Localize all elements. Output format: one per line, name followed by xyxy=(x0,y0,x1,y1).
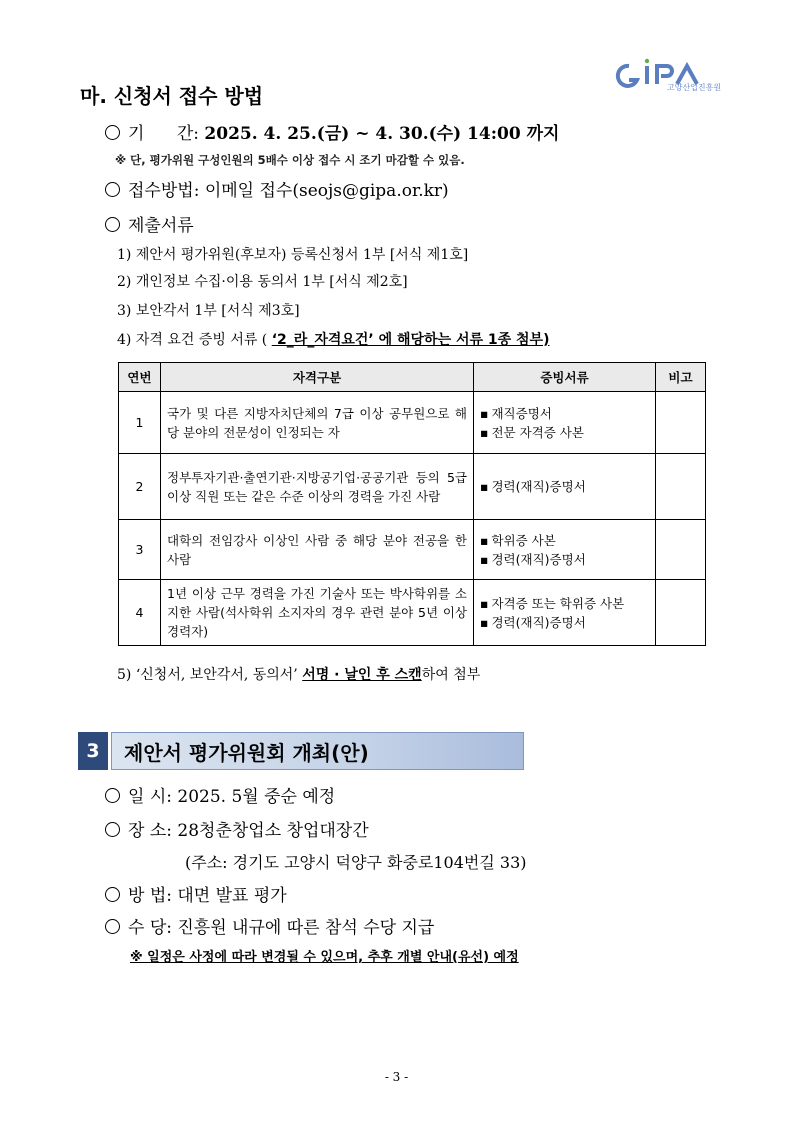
table-row xyxy=(119,392,706,454)
method-line xyxy=(105,176,449,201)
doc-bullet: ▪ 경력(재직)증명서 xyxy=(480,477,649,496)
section3-number: 3 xyxy=(78,732,108,770)
section-title: 마. 신청서 접수 방법 xyxy=(80,84,264,108)
period-line xyxy=(105,119,559,144)
row-qualification: 국가 및 다른 지방자치단체의 7급 이상 공무원으로 해당 분야의 전문성이 인정되는 자 xyxy=(161,392,474,454)
doc-item-5-suffix: 하여 첨부 xyxy=(421,667,481,683)
schedule-time xyxy=(105,782,335,807)
row-note xyxy=(656,392,706,454)
row-documents xyxy=(474,520,656,580)
doc-item-4-bold: ‘2_라_자격요건’ 에 해당하는 서류 1종 첨부) xyxy=(271,332,550,348)
doc-bullet: ▪ 경력(재직)증명서 xyxy=(480,613,649,632)
schedule-pay xyxy=(105,913,434,938)
doc-bullet: ▪ 재직증명서 xyxy=(480,404,649,423)
schedule-time-text: 일 시: 2025. 5월 중순 예정 xyxy=(128,787,336,807)
section3-banner xyxy=(78,732,524,770)
doc-item-5-prefix: 5) ‘신청서, 보안각서, 동의서’ xyxy=(117,667,298,683)
doc-bullet: ▪ 학위증 사본 xyxy=(480,531,649,550)
circle-bullet-icon xyxy=(105,217,120,232)
doc-bullet: ▪ 경력(재직)증명서 xyxy=(480,550,649,569)
doc-item-1: 1) 제안서 평가위원(후보자) 등록신청서 1부 [서식 제1호] xyxy=(117,247,469,263)
circle-bullet-icon xyxy=(105,182,120,197)
header-no: 연번 xyxy=(119,363,161,392)
row-documents xyxy=(474,454,656,520)
circle-bullet-icon xyxy=(105,125,120,140)
doc-item-5 xyxy=(117,664,480,684)
doc-item-2: 2) 개인정보 수집·이용 동의서 1부 [서식 제2호] xyxy=(117,274,408,290)
table-header-row xyxy=(119,363,706,392)
section3-title: 제안서 평가위원회 개최(안) xyxy=(124,741,369,765)
row-no: 1 xyxy=(119,392,161,454)
circle-bullet-icon xyxy=(105,887,120,902)
gipa-logo xyxy=(615,58,730,98)
header-documents: 증빙서류 xyxy=(474,363,656,392)
schedule-address: (주소: 경기도 고양시 덕양구 화중로104번길 33) xyxy=(185,853,527,872)
schedule-pay-text: 수 당: 진흥원 내규에 따른 참석 수당 지급 xyxy=(128,918,435,938)
circle-bullet-icon xyxy=(105,822,120,837)
period-value: 2025. 4. 25.(금) ~ 4. 30.(수) 14:00 까지 xyxy=(204,124,560,144)
period-label: 기 간: xyxy=(128,124,199,144)
docs-label: 제출서류 xyxy=(128,216,194,236)
schedule-place xyxy=(105,816,369,841)
circle-bullet-icon xyxy=(105,919,120,934)
schedule-method-text: 방 법: 대면 발표 평가 xyxy=(128,886,287,906)
header-note: 비고 xyxy=(656,363,706,392)
period-note: ※ 단, 평가위원 구성인원의 5배수 이상 접수 시 조기 마감할 수 있음. xyxy=(115,153,465,167)
docs-line xyxy=(105,211,194,236)
logo-subtitle: 고양산업진흥원 xyxy=(667,83,722,92)
table-row xyxy=(119,520,706,580)
schedule-method xyxy=(105,881,287,906)
doc-item-4 xyxy=(117,329,549,349)
row-note xyxy=(656,580,706,646)
requirements-table xyxy=(118,362,706,646)
row-qualification: 1년 이상 근무 경력을 가진 기술사 또는 박사학위를 소지한 사람(석사학위 소지자의 경우 관련 분야 5년 이상 경력자) xyxy=(161,580,474,646)
schedule-note: ※ 일정은 사정에 따라 변경될 수 있으며, 추후 개별 안내(유선) 예정 xyxy=(130,950,519,965)
doc-item-5-bold: 서명 · 날인 후 스캔 xyxy=(302,667,422,683)
row-qualification: 대학의 전임강사 이상인 사람 중 해당 분야 전공을 한 사람 xyxy=(161,520,474,580)
schedule-place-text: 장 소: 28청춘창업소 창업대장간 xyxy=(128,821,369,841)
row-no: 2 xyxy=(119,454,161,520)
row-note xyxy=(656,454,706,520)
table-row xyxy=(119,580,706,646)
circle-bullet-icon xyxy=(105,788,120,803)
row-documents xyxy=(474,392,656,454)
row-documents xyxy=(474,580,656,646)
row-note xyxy=(656,520,706,580)
row-no: 4 xyxy=(119,580,161,646)
method-text: 접수방법: 이메일 접수(seojs@gipa.or.kr) xyxy=(128,181,449,201)
doc-item-4-prefix: 4) 자격 요건 증빙 서류 ( xyxy=(117,332,268,348)
table-row xyxy=(119,454,706,520)
doc-bullet: ▪ 전문 자격증 사본 xyxy=(480,423,649,442)
doc-bullet: ▪ 자격증 또는 학위증 사본 xyxy=(480,594,649,613)
row-qualification: 정부투자기관·출연기관·지방공기업·공공기관 등의 5급 이상 직원 또는 같은 수준 이상의 경력을 가진 사람 xyxy=(161,454,474,520)
header-qualification: 자격구분 xyxy=(161,363,474,392)
page-number: - 3 - xyxy=(384,1070,409,1084)
row-no: 3 xyxy=(119,520,161,580)
doc-item-3: 3) 보안각서 1부 [서식 제3호] xyxy=(117,303,300,319)
